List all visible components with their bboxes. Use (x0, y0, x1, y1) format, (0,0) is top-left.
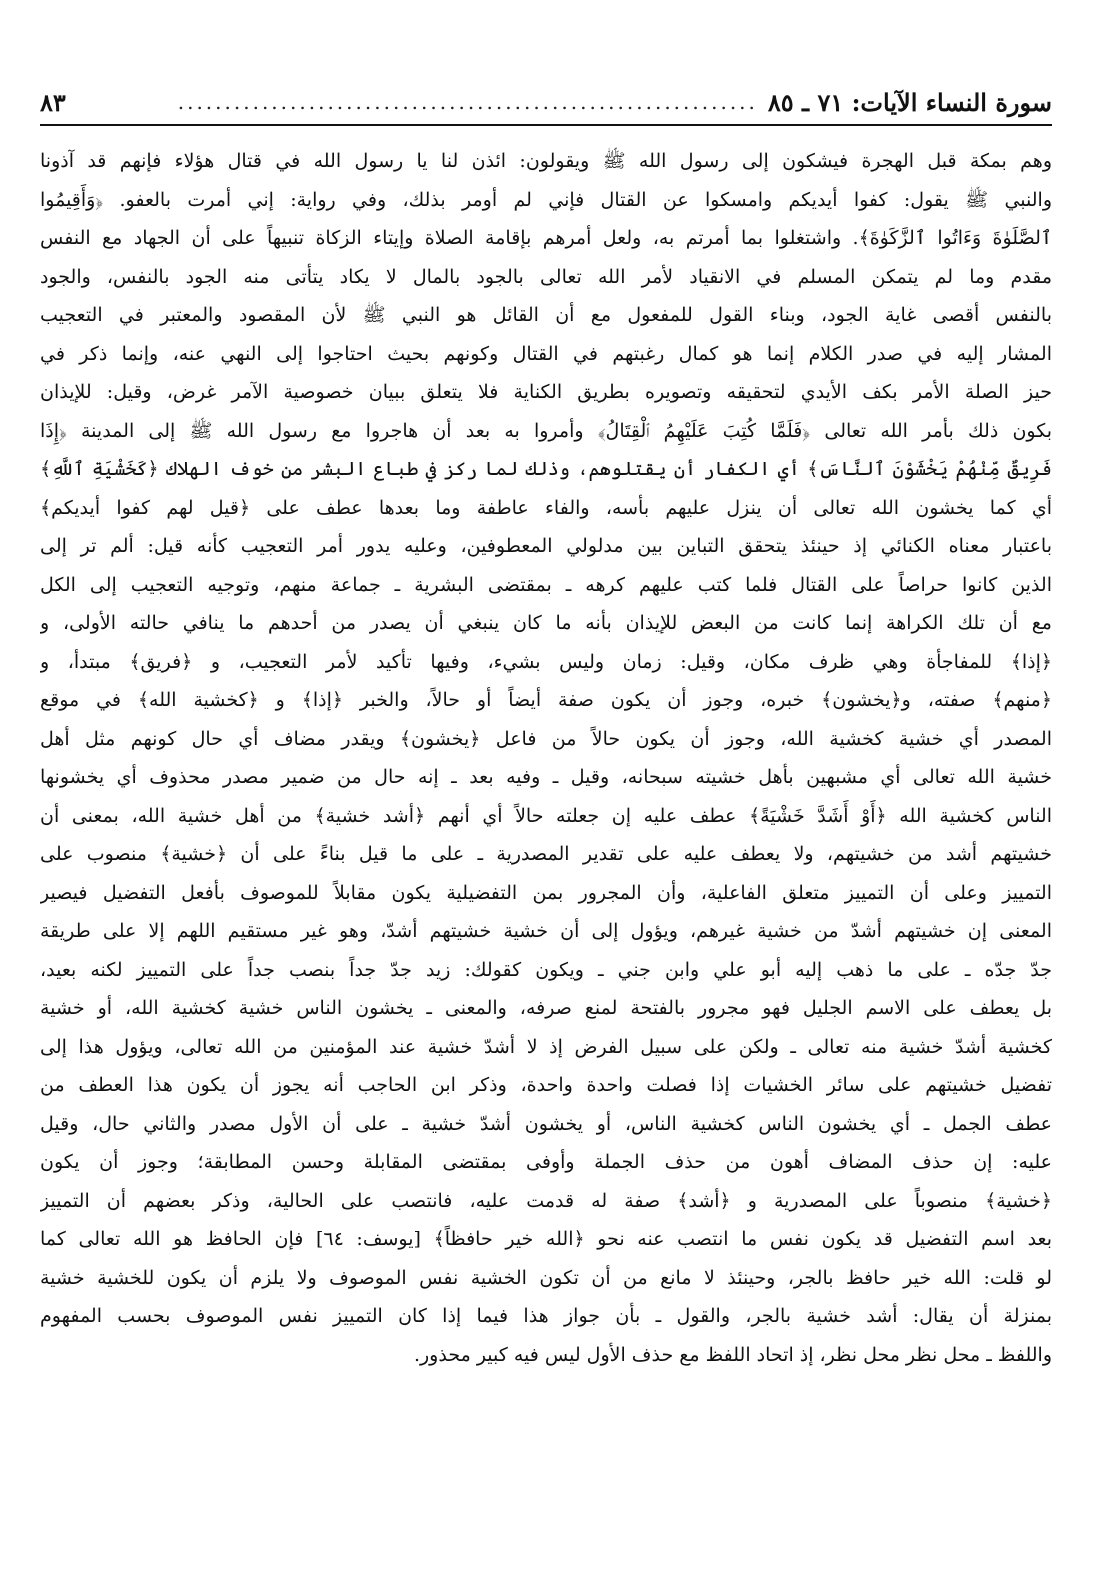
text-line: الذين كانوا حراصاً على القتال فلما كتب عليهم كرهه ـ بمقتضى البشرية ـ جماعة منهم، وتوجيه التعجيب إلى الكل (40, 573, 1052, 596)
text-line: خشيتهم أشد من خشيتهم، ولا يعطف عليه على تقدير المصدرية ـ على ما قيل بناءً على أن ﴿خشية﴾ منصوب على (40, 843, 1052, 865)
text-line: حيز الصلة الأمر بكف الأيدي لتحقيقه وتصويره بطريق الكناية فلا يتعلق ببيان خصوصية الآمر غرض، وقيل: للإيذان (40, 381, 1052, 403)
page-header (40, 86, 1052, 126)
text-line: خشية الله تعالى أي مشبهين بأهل خشيته سبحانه، وقيل ـ وفيه بعد ـ إنه حال من ضمير مصدر محذوف أي يخشونها (40, 766, 1052, 788)
body-text (40, 142, 1052, 1374)
text-line: بل يعطف على الاسم الجليل فهو مجرور بالفتحة لمنع صرفه، والمعنى ـ يخشون الناس خشية كخشية الله، أو خشية (40, 997, 1052, 1019)
text-line: أي كما يخشون الله تعالى أن ينزل عليهم بأسه، والفاء عاطفة وما بعدها عطف على ﴿قيل لهم كفوا أيديكم﴾ (40, 496, 1052, 519)
text-line: بكون ذلك بأمر الله تعالى ﴿فَلَمَّا كُتِبَ عَلَيْهِمُ ٱلْقِتَالُ﴾ وأمروا به بعد أن هاجروا مع رسول الله ﷺ إلى المدينة ﴿إِذَا (40, 419, 1052, 442)
text-line: المصدر أي خشية كخشية الله، وجوز أن يكون حالاً من فاعل ﴿يخشون﴾ ويقدر مضاف أي حال كونهم مثل أهل (40, 727, 1052, 750)
text-line: المشار إليه في صدر الكلام إنما هو كمال رغبتهم في القتال وكونهم بحيث احتاجوا إلى النهي عنه، وإنما ذكر في (40, 342, 1052, 365)
text-line: ﴿منهم﴾ صفته، و﴿يخشون﴾ خبره، وجوز أن يكون صفة أيضاً أو حالاً، والخبر ﴿إذا﴾ و ﴿كخشية الله﴾ في موقع (40, 689, 1052, 711)
text-line: ﴿خشية﴾ منصوباً على المصدرية و ﴿أشد﴾ صفة له قدمت عليه، فانتصب على الحالية، وذكر بعضهم أن التمييز (40, 1189, 1052, 1212)
page-number: ٨٣ (40, 87, 66, 117)
header-dot-leader: .............................................................. (177, 92, 758, 112)
text-line: تفضيل خشيتهم على سائر الخشيات إذا فصلت واحدة واحدة، وذكر ابن الحاجب أنه يجوز أن يكون هذا العطف من (40, 1074, 1052, 1096)
text-line: ﴿إذا﴾ للمفاجأة وهي ظرف مكان، وقيل: زمان وليس بشيء، وفيها تأكيد لأمر التعجيب، و ﴿فريق﴾ مبتدأ، و (40, 650, 1052, 673)
text-line: وهم بمكة قبل الهجرة فيشكون إلى رسول الله ﷺ ويقولون: ائذن لنا يا رسول الله في قتال هؤلاء فإنهم قد آذونا (40, 150, 1052, 172)
text-line: بعد اسم التفضيل قد يكون نفس ما انتصب عنه نحو ﴿الله خير حافظاً﴾ [يوسف: ٦٤] فإن الحافظ هو الله تعالى كما (40, 1228, 1052, 1250)
text-line: كخشية أشدّ خشية منه تعالى ـ ولكن على سبيل الفرض إذ لا أشدّ خشية عند المؤمنين من الله تعالى، ويؤول هذا إلى (40, 1035, 1052, 1058)
text-line: فَرِيقٌ مِّنْهُمْ يَخْشَوْنَ ٱلنَّاسَ﴾ أي الكفار أن يقتلوهم، وذلك لما ركز في طباع البشر من خوف الهلاك ﴿كَخَشْيَةِ ٱللَّهِ﴾ (40, 458, 1052, 480)
text-line: بالنفس أقصى غاية الجود، وبناء القول للمفعول مع أن القائل هو النبي ﷺ لأن المقصود والمعتبر في التعجيب (40, 304, 1052, 326)
text-line: جدّ جدّه ـ على ما ذهب إليه أبو علي وابن جني ـ ويكون كقولك: زيد جدّ جداً بنصب جداً على التمييز لكنه بعيد، (40, 958, 1052, 981)
text-line: الناس كخشية الله ﴿أَوْ أَشَدَّ خَشْيَةً﴾ عطف عليه إن جعلته حالاً أي أنهم ﴿أشد خشية﴾ من أهل خشية الله، بمعنى أن (40, 804, 1052, 827)
text-line: واللفظ ـ محل نظر محل نظر، إذ اتحاد اللفظ مع حذف الأول ليس فيه كبير محذور. (413, 1343, 1052, 1366)
text-line: والنبي ﷺ يقول: كفوا أيديكم وامسكوا عن القتال فإني لم أومر بذلك، وفي رواية: إني أمرت بالعفو. ﴿وَأَقِيمُوا (40, 188, 1052, 211)
text-line: عطف الجمل ـ أي يخشون الناس كخشية الناس، أو يخشون أشدّ خشية ـ على أن الأول مصدر والثاني حال، وقيل (40, 1112, 1052, 1135)
text-line: مقدم وما لم يتمكن المسلم في الانقياد لأمر الله تعالى بالجود بالمال لا يكاد يتأتى منه الجود بالنفس، والجود (40, 265, 1052, 288)
text-line: مع أن تلك الكراهة إنما كانت من البعض للإيذان بأنه ما كان ينبغي أن يصدر من أحدهم ما ينافي حالته الأولى، و (40, 612, 1052, 634)
text-line: التمييز وعلى أن التمييز متعلق الفاعلية، وأن المجرور بمن التفضيلية يكون مقابلاً للموصوف بأفعل التفضيل فيصير (40, 881, 1052, 904)
text-line: ٱلصَّلَوٰةَ وَءَاتُوا ٱلزَّكَوٰةَ﴾. واشتغلوا بما أمرتم به، ولعل أمرهم بإقامة الصلاة وإيتاء الزكاة تنبيهاً على أن الجهاد مع النفس (40, 227, 1052, 249)
text-line: باعتبار معناه الكنائي إذ حينئذ يتحقق التباين بين مدلولي المعطوفين، وعليه يدور أمر التعجيب كأنه قيل: ألم تر إلى (40, 535, 1052, 557)
text-line: بمنزلة أن يقال: أشد خشية بالجر، والقول ـ بأن جواز هذا فيما إذا كان التمييز نفس الموصوف بحسب المفهوم (40, 1305, 1052, 1327)
text-line: لو قلت: الله خير حافظ بالجر، وحينئذ لا مانع من أن تكون الخشية نفس الموصوف ولا يلزم أن يكون للخشية خشية (40, 1266, 1052, 1289)
text-line: عليه: إن حذف المضاف أهون من حذف الجملة وأوفى بمقتضى المقابلة وحسن المطابقة؛ وجوز أن يكون (40, 1151, 1052, 1173)
text-line: المعنى إن خشيتهم أشدّ من خشية غيرهم، ويؤول إلى أن خشية خشيتهم أشدّ، وهو غير مستقيم اللهم إلا على طريقة (40, 920, 1052, 942)
header-title: سورة النساء الآيات: ٧١ ـ ٨٥ (767, 87, 1052, 117)
